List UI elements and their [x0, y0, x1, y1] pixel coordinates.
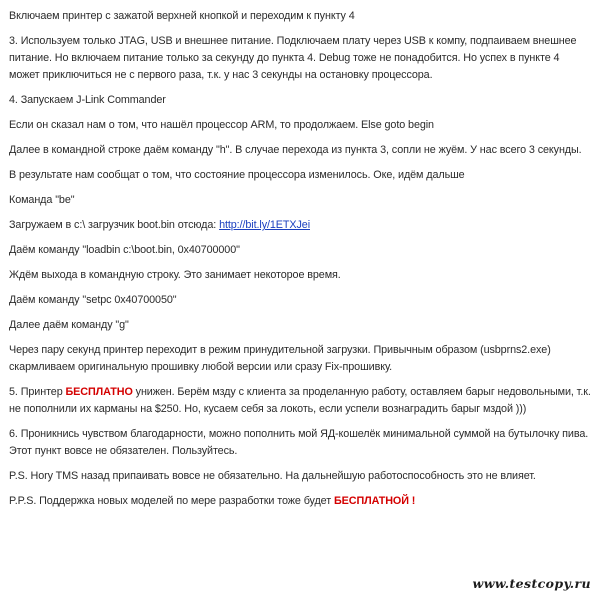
paragraph-ps: P.S. Hory TMS назад припаивать вовсе не обязательно. На дальнейшую работоспособность это не влияет.	[9, 470, 536, 482]
paragraph-command-loadbin: Даём команду "loadbin c:\boot.bin, 0x40700000"	[9, 244, 240, 256]
paragraph-command-h: Далее в командной строке даём команду "h". В случае перехода из пункта 3, сопли не жуём. У нас всего 3 секунды.	[9, 144, 582, 156]
step-5-prefix: 5. Принтер	[9, 386, 66, 398]
pps-prefix: P.P.S. Поддержка новых моделей по мере разработки тоже будет	[9, 495, 334, 507]
paragraph-pps	[9, 493, 591, 510]
paragraph-intro: Включаем принтер с зажатой верхней кнопкой и переходим к пункту 4	[9, 10, 355, 22]
download-text: Загружаем в c:\ загрузчик boot.bin отсюда:	[9, 219, 220, 231]
site-watermark: www.testcopy.ru	[472, 576, 591, 591]
paragraph-command-g: Далее даём команду "g"	[9, 319, 129, 331]
paragraph-command-be: Команда "be"	[9, 194, 75, 206]
step-5-suffix: унижен. Берём мзду с клиента за проделанную работу, оставляем барыг недовольными, т.к. не пополнили их карманы на $250. Но, кусаем себя за локоть, если успели вознаградить барыг мздой )))	[9, 386, 591, 415]
boot-download-link[interactable]: http://bit.ly/1ETXJei	[219, 219, 310, 231]
paragraph-step-6: 6. Проникнись чувством благодарности, можно пополнить мой ЯД-кошелёк минимальной суммой на бутылочку пива. Этот пункт вовсе не обязателен. Пользуйтесь.	[9, 428, 589, 457]
paragraph-download-boot	[9, 217, 591, 234]
free-highlight: БЕСПЛАТНО	[65, 386, 133, 398]
free-highlight-final: БЕСПЛАТНОЙ !	[333, 495, 416, 507]
paragraph-step-5	[9, 384, 591, 418]
paragraph-wait: Ждём выхода в командную строку. Это занимает некоторое время.	[9, 269, 341, 281]
paragraph-command-setpc: Даём команду "setpc 0x40700050"	[9, 294, 177, 306]
paragraph-step-3: 3. Используем только JTAG, USB и внешнее питание. Подключаем плату через USB к компу, подпаиваем внешнее питание. Но включаем питание только за секунду до пункта 4. Debug тоже не понадобится. Но успех в пункте 4 может приключиться не с первого раза, т.к. у нас 3 секунды на остановку процессора.	[9, 35, 577, 81]
paragraph-step-4: 4. Запускаем J-Link Commander	[9, 94, 166, 106]
paragraph-processor-state: В результате нам сообщат о том, что состояние процессора изменилось. Оке, идём дальше	[9, 169, 465, 181]
paragraph-forced-boot: Через пару секунд принтер переходит в режим принудительной загрузки. Привычным образом (usbprns2.exe) скармливаем оригинальную прошивку любой версии или сразу Fix-прошивку.	[9, 344, 551, 373]
document-body	[9, 8, 591, 518]
paragraph-processor-found: Если он сказал нам о том, что нашёл процессор ARM, то продолжаем. Else goto begin	[9, 119, 434, 131]
